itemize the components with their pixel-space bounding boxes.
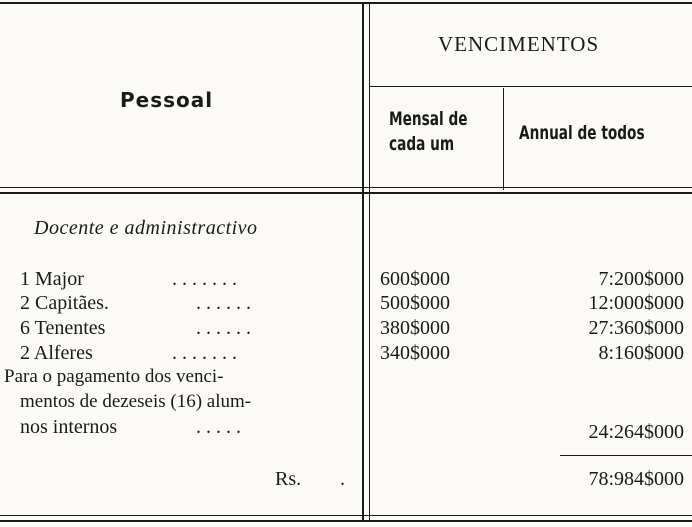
extra-line-2: mentos de dezeseis (16) alum-: [20, 391, 252, 412]
row-label: 2 Capitães.: [20, 292, 109, 314]
row-mensal: 500$000: [380, 292, 450, 314]
pessoal-heading: Pessoal: [120, 88, 214, 112]
header-rule-2: [0, 192, 692, 194]
row-label: 2 Alferes: [20, 342, 93, 364]
row-annual: 27:360$000: [588, 317, 684, 339]
row-label: 6 Tenentes: [20, 317, 106, 339]
extra-annual: 24:264$000: [588, 421, 684, 443]
extra-line-3: nos internos: [20, 416, 118, 438]
total-dot: .: [340, 468, 345, 490]
row-annual: 7:200$000: [598, 268, 684, 290]
row-dots: . . . . . .: [196, 292, 251, 314]
extra-dots: . . . . .: [196, 416, 241, 438]
mensal-heading-line1: Mensal de: [389, 108, 468, 130]
row-dots: . . . . . . .: [172, 268, 237, 290]
column-divider-right: [369, 2, 370, 522]
row-mensal: 340$000: [380, 342, 450, 364]
row-dots: . . . . . .: [196, 317, 251, 339]
bottom-rule-1: [0, 515, 692, 516]
total-label: Rs.: [275, 468, 302, 490]
vencimentos-heading: VENCIMENTOS: [438, 32, 600, 56]
total-annual: 78:984$000: [588, 468, 684, 490]
total-rule: [560, 455, 692, 456]
row-label: 1 Major: [20, 268, 84, 290]
subcolumn-divider: [503, 88, 504, 190]
extra-line-1: Para o pagamento dos venci-: [4, 366, 224, 387]
column-divider-left: [362, 2, 364, 522]
mensal-heading-line2: cada um: [389, 133, 455, 155]
row-annual: 8:160$000: [598, 342, 684, 364]
row-annual: 12:000$000: [588, 292, 684, 314]
bottom-rule-2: [0, 520, 692, 522]
header-rule-1: [0, 187, 692, 188]
vencimentos-rule: [370, 86, 692, 87]
row-dots: . . . . . . .: [172, 342, 237, 364]
annual-heading: Annual de todos: [519, 122, 645, 144]
section-title: Docente e administractivo: [34, 217, 258, 239]
row-mensal: 600$000: [380, 268, 450, 290]
row-mensal: 380$000: [380, 317, 450, 339]
top-rule: [0, 2, 692, 4]
